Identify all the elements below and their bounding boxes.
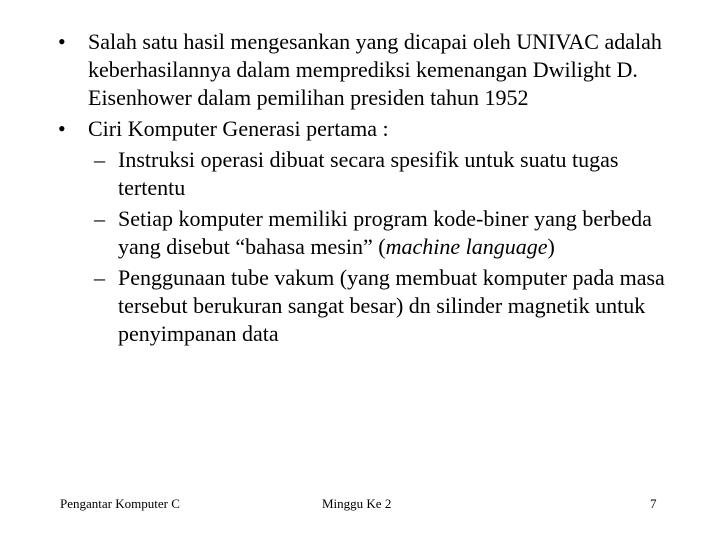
bullet-marker: • — [58, 29, 66, 54]
sub-bullet-instruksi — [58, 146, 678, 202]
bullet-text: Salah satu hasil mengesankan yang dicapai oleh UNIVAC adalah keberhasilannya dalam memprediksi kemenangan Dwilight D. Eisenhower dalam pemilihan presiden tahun 1952 — [88, 29, 662, 110]
sub-bullet-text-end: ) — [547, 234, 555, 259]
sub-bullet-bahasa-mesin — [58, 205, 678, 261]
footer-week: Minggu Ke 2 — [322, 496, 392, 511]
bullet-marker: • — [58, 116, 66, 141]
sub-bullet-tube-vakum — [58, 264, 678, 348]
sub-bullet-marker: – — [94, 206, 105, 231]
bullet-item-univac — [58, 28, 678, 112]
sub-bullet-text: Penggunaan tube vakum (yang membuat komputer pada masa tersebut berukuran sangat besar) dn silinder magnetik untuk penyimpanan data — [118, 265, 665, 346]
footer-page-number: 7 — [650, 496, 657, 511]
sub-bullet-italic-term: machine language — [385, 234, 548, 259]
sub-bullet-marker: – — [94, 265, 105, 290]
slide-body — [58, 28, 678, 351]
sub-bullet-text: Instruksi operasi dibuat secara spesifik untuk suatu tugas tertentu — [118, 147, 619, 200]
bullet-text: Ciri Komputer Generasi pertama : — [88, 116, 389, 141]
sub-bullet-text: Setiap komputer memiliki program kode-biner yang berbeda yang disebut “bahasa mesin” ( — [118, 206, 652, 259]
bullet-item-ciri-komputer — [58, 115, 678, 143]
footer-course-name: Pengantar Komputer C — [60, 496, 180, 511]
sub-bullet-marker: – — [94, 147, 105, 172]
